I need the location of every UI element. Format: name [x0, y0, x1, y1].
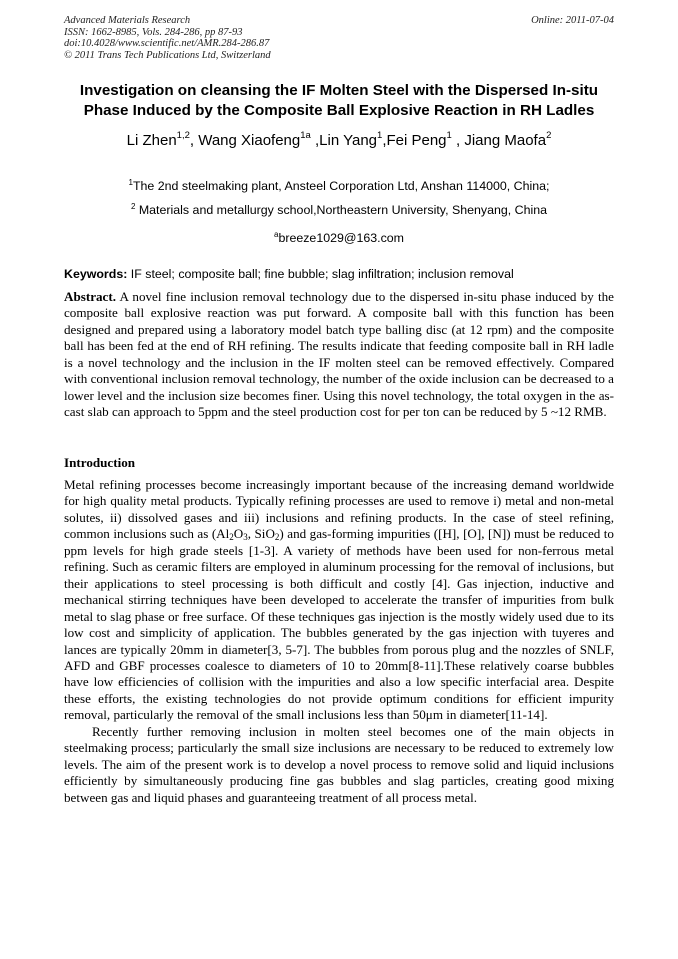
author-affil-sup: 1	[377, 130, 383, 141]
section-heading-introduction: Introduction	[64, 455, 136, 470]
affiliation-1	[40, 178, 638, 194]
abstract-label: Abstract.	[64, 289, 116, 304]
subscript: 3	[243, 532, 248, 543]
intro-text: ) and gas-forming impurities ([H], [O], [N]) must be reduced to ppm levels for high grade steels [1-3]. A variety of methods have been used for non-ferrous metal refining. Such as ceramic filters are employed in aluminum processing for the removal of inclusions, but their applications to steel processing is both difficult and costly [4]. Gas injection, inductive and mechanical stirring techniques have been developed to accelerate the transfer of impurities from bulk metal to slag phase or free surface. Of these techniques gas injection is the mostly widely used due to its low cost and simplicity of application. The bubbles generated by the gas injection with tuyeres and lances are typically 20mm in diameter[3, 5-7]. The bubbles from porous plug and the nozzles of SNLF, AFD and GBF processes coalesce to diameters of 10 to 20mm[8-11].These relatively coarse bubbles have low efficiencies of collision with the impurities and also a low specific interfacial area. Despite these efforts, the existing technologies do not provide optimum conditions for efficient impurity removal, particularly the removal of the small inclusions less than 50μm in diameter[11-14].	[64, 526, 614, 723]
author-name: Fei Peng	[386, 132, 447, 149]
issn-line: ISSN: 1662-8985, Vols. 284-286, pp 87-93	[64, 26, 243, 38]
keywords-text: IF steel; composite ball; fine bubble; slag infiltration; inclusion removal	[127, 267, 514, 281]
author-name: Jiang Maofa	[464, 132, 547, 149]
author-name: Li Zhen	[126, 132, 177, 149]
affiliation-text: Materials and metallurgy school,Northeastern University, Shenyang, China	[135, 203, 548, 217]
affiliation-sup: 1	[128, 178, 133, 187]
author-affil-sup: 1	[446, 130, 452, 141]
author-email	[40, 230, 638, 246]
affiliation-sup: 2	[130, 202, 136, 211]
intro-paragraph-1	[64, 477, 614, 724]
intro-text: O	[233, 526, 244, 542]
author-separator: ,	[382, 132, 387, 149]
introduction-body	[64, 477, 614, 806]
author-separator: ,	[189, 132, 199, 149]
keywords	[64, 266, 614, 282]
title-line-2: Phase Induced by the Composite Ball Explosive Reaction in RH Ladles	[83, 102, 595, 119]
title-line-1: Investigation on cleansing the IF Molten Steel with the Dispersed In-situ	[79, 82, 599, 99]
doi-line: doi:10.4028/www.scientific.net/AMR.284-286.87	[64, 38, 270, 49]
subscript: 2	[229, 532, 234, 543]
copyright-line: © 2011 Trans Tech Publications Ltd, Switzerland	[64, 49, 271, 61]
author-affil-sup: 1a	[300, 130, 311, 141]
abstract	[64, 289, 614, 421]
keywords-label: Keywords:	[64, 267, 128, 281]
paper-title	[50, 81, 628, 121]
author-name: Lin Yang	[319, 132, 378, 149]
abstract-text: A novel fine inclusion removal technology due to the dispersed in-situ phase induced by the composite ball explosive reaction was put forward. A composite ball with this function has been designed and prepared using a laboratory model batch type balling disc (at 12 rpm) and the composite ball has been fed at the end of RH refining. The results indicate that feeding composite ball in RH ladle is a novel technology and the inclusion in the IF molten steel can be removed effectively. Compared with conventional inclusion removal technology, the number of the oxide inclusion can be decreased to a lower level and the inclusion size becomes finer. Using this novel technology, the total oxygen in the as-cast slab can approach to 5ppm and the steel production cost for per ton can be reduced by 5 ~12 RMB.	[64, 289, 614, 420]
journal-name: Advanced Materials Research	[64, 15, 191, 26]
author-separator: ,	[310, 132, 320, 149]
online-date: Online: 2011-07-04	[531, 15, 614, 26]
email-text: breeze1029@163.com	[278, 231, 404, 245]
subscript: 2	[274, 532, 280, 543]
author-affil-sup: 1,2	[176, 130, 190, 141]
author-name: Wang Xiaofeng	[198, 132, 301, 149]
author-separator: ,	[451, 132, 465, 149]
author-list	[40, 131, 638, 151]
affiliation-text: The 2nd steelmaking plant, Ansteel Corporation Ltd, Anshan 114000, China;	[132, 179, 550, 193]
affiliation-2	[40, 202, 638, 218]
email-sup: a	[273, 230, 279, 239]
intro-text: Metal refining processes become increasingly important because of the increasing demand worldwide for high quality metal products. Typically refining processes are used to remove i) metal and non-metal solutes, ii) dissolved gases and iii) inclusions and refining products. In the case of steel refining, common inclusions such as (Al	[64, 477, 614, 542]
author-affil-sup: 2	[546, 130, 552, 141]
journal-header	[64, 15, 271, 61]
intro-paragraph-2: Recently further removing inclusion in molten steel becomes one of the main objects in steelmaking process; particularly the small size inclusions are necessary to be reduced to extremely low levels. The aim of the present work is to develop a novel process to remove solid and liquid inclusions efficiently by simultaneously producing fine gas bubbles and slag particles, creating good mixing between gas and liquid phases and guaranteeing treatment of all process metal.	[64, 723, 614, 805]
intro-text: , SiO	[247, 526, 275, 542]
